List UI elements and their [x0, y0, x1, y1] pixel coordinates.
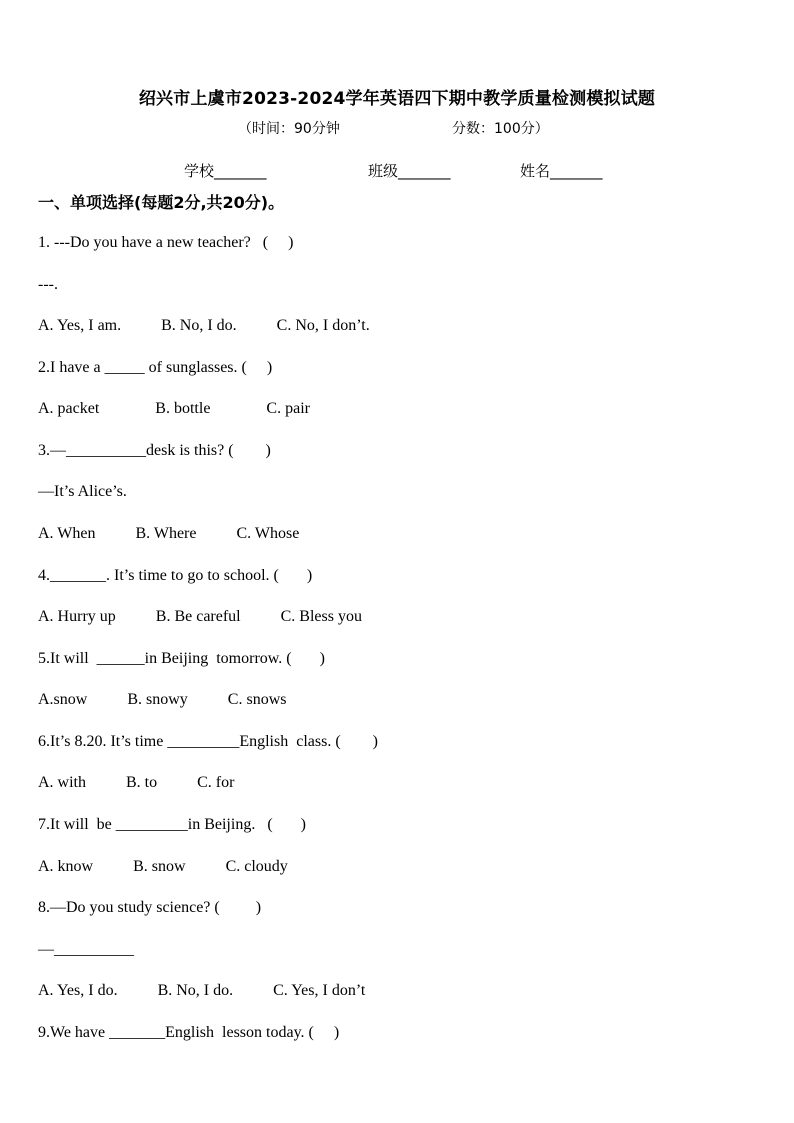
question-line: 9.We have _______English lesson today. ( ) — [38, 1024, 340, 1041]
question-line: 1. ---Do you have a new teacher? ( ) — [38, 234, 294, 251]
question-line: 8.—Do you study science? ( ) — [38, 899, 262, 916]
question-line: 7.It will be _________in Beijing. ( ) — [38, 816, 306, 833]
options-line: A. When B. Where C. Whose — [38, 525, 300, 542]
question-line: 4._______. It’s time to go to school. ( ) — [38, 567, 313, 584]
options-line: A. Yes, I do. B. No, I do. C. Yes, I don’t — [38, 982, 366, 999]
answer-line: ---. — [38, 276, 58, 293]
options-line: A. packet B. bottle C. pair — [38, 400, 310, 417]
question-line: 6.It’s 8.20. It’s time _________English class. ( ) — [38, 733, 378, 750]
options-line: A. Hurry up B. Be careful C. Bless you — [38, 608, 362, 625]
options-line: A. with B. to C. for — [38, 774, 235, 791]
question-line: 2.I have a _____ of sunglasses. ( ) — [38, 359, 273, 376]
answer-line: —It’s Alice’s. — [38, 483, 127, 500]
exam-score: 分数：100分） — [452, 121, 549, 137]
exam-title: 绍兴市上虞市2023-2024学年英语四下期中教学质量检测模拟试题 — [138, 89, 656, 109]
school-field: 学校_______ — [184, 162, 267, 180]
name-field: 姓名_______ — [520, 162, 603, 180]
exam-time: （时间：90分钟 — [238, 121, 340, 137]
section-heading: 一、单项选择(每题2分,共20分)。 — [38, 193, 285, 212]
options-line: A. Yes, I am. B. No, I do. C. No, I don’t. — [38, 317, 370, 334]
options-line: A. know B. snow C. cloudy — [38, 858, 288, 875]
class-field: 班级_______ — [368, 162, 451, 180]
answer-line: —__________ — [38, 941, 134, 958]
question-line: 3.—__________desk is this? ( ) — [38, 442, 271, 459]
question-line: 5.It will ______in Beijing tomorrow. ( ) — [38, 650, 325, 667]
options-line: A.snow B. snowy C. snows — [38, 691, 287, 708]
